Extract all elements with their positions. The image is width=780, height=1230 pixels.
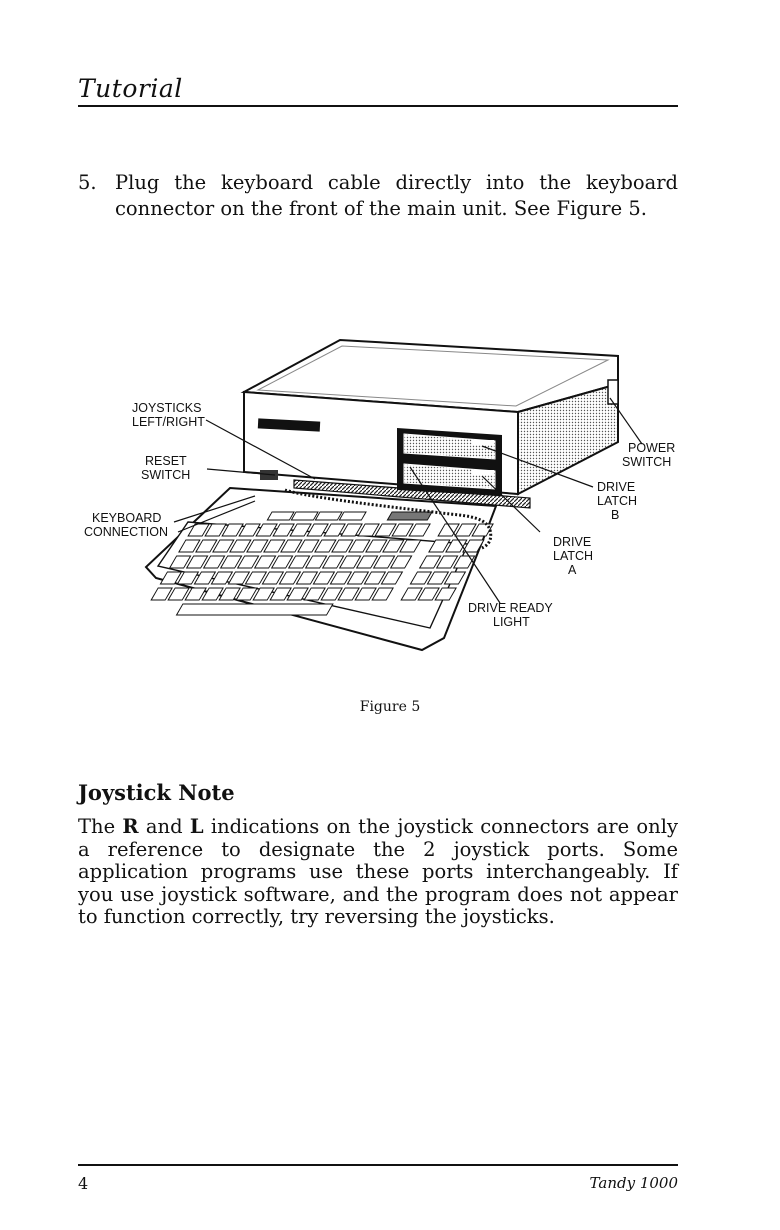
label-latch-a-letter: A <box>568 563 577 577</box>
note-bold-l: L <box>189 815 204 838</box>
step-number: 5. <box>78 171 97 194</box>
figure-5-illustration <box>70 322 690 667</box>
label-keyboard: KEYBOARD <box>92 511 162 525</box>
label-latch-a-sub: LATCH <box>553 549 594 563</box>
header-rule <box>78 105 678 107</box>
disk-drive-bay <box>397 428 502 496</box>
label-latch-b-letter: B <box>611 508 620 522</box>
book-title: Tandy 1000 <box>589 1174 678 1192</box>
label-power: POWER <box>628 441 676 455</box>
label-latch-b-sub: LATCH <box>597 494 638 508</box>
label-joysticks: JOYSTICKS <box>132 401 202 415</box>
label-latch-a: DRIVE <box>553 535 592 549</box>
page-number: 4 <box>78 1174 89 1193</box>
joystick-note-paragraph <box>78 816 678 929</box>
figure-caption: Figure 5 <box>359 699 421 715</box>
label-latch-b: DRIVE <box>597 480 636 494</box>
step-text: Plug the keyboard cable directly into the keyboard connector on the front of the main unit. See Figure 5. <box>115 171 678 220</box>
note-text-start: The <box>78 815 123 838</box>
note-bold-r: R <box>122 815 139 838</box>
running-head: Tutorial <box>78 74 183 103</box>
note-text-and: and <box>138 815 190 838</box>
label-keyboard-sub: CONNECTION <box>84 525 169 539</box>
label-drive-ready: DRIVE READY <box>468 601 553 615</box>
label-joysticks-sub: LEFT/RIGHT <box>132 415 205 429</box>
note-text-rest: indications on the joystick connectors are only a reference to designate the 2 joystick ports. Some application programs use these ports interchangeably. If you use joystick software, and the program does not appear to function correctly, try reversing the joysticks. <box>78 815 678 928</box>
label-reset-sub: SWITCH <box>141 468 191 482</box>
step-5 <box>78 170 678 222</box>
label-power-sub: SWITCH <box>622 455 672 469</box>
label-reset: RESET <box>145 454 187 468</box>
keyboard <box>143 488 500 650</box>
footer-rule <box>78 1164 678 1166</box>
power-switch-knob <box>608 380 618 404</box>
section-heading: Joystick Note <box>78 780 235 805</box>
main-unit <box>244 340 618 508</box>
label-drive-ready-sub: LIGHT <box>493 615 530 629</box>
